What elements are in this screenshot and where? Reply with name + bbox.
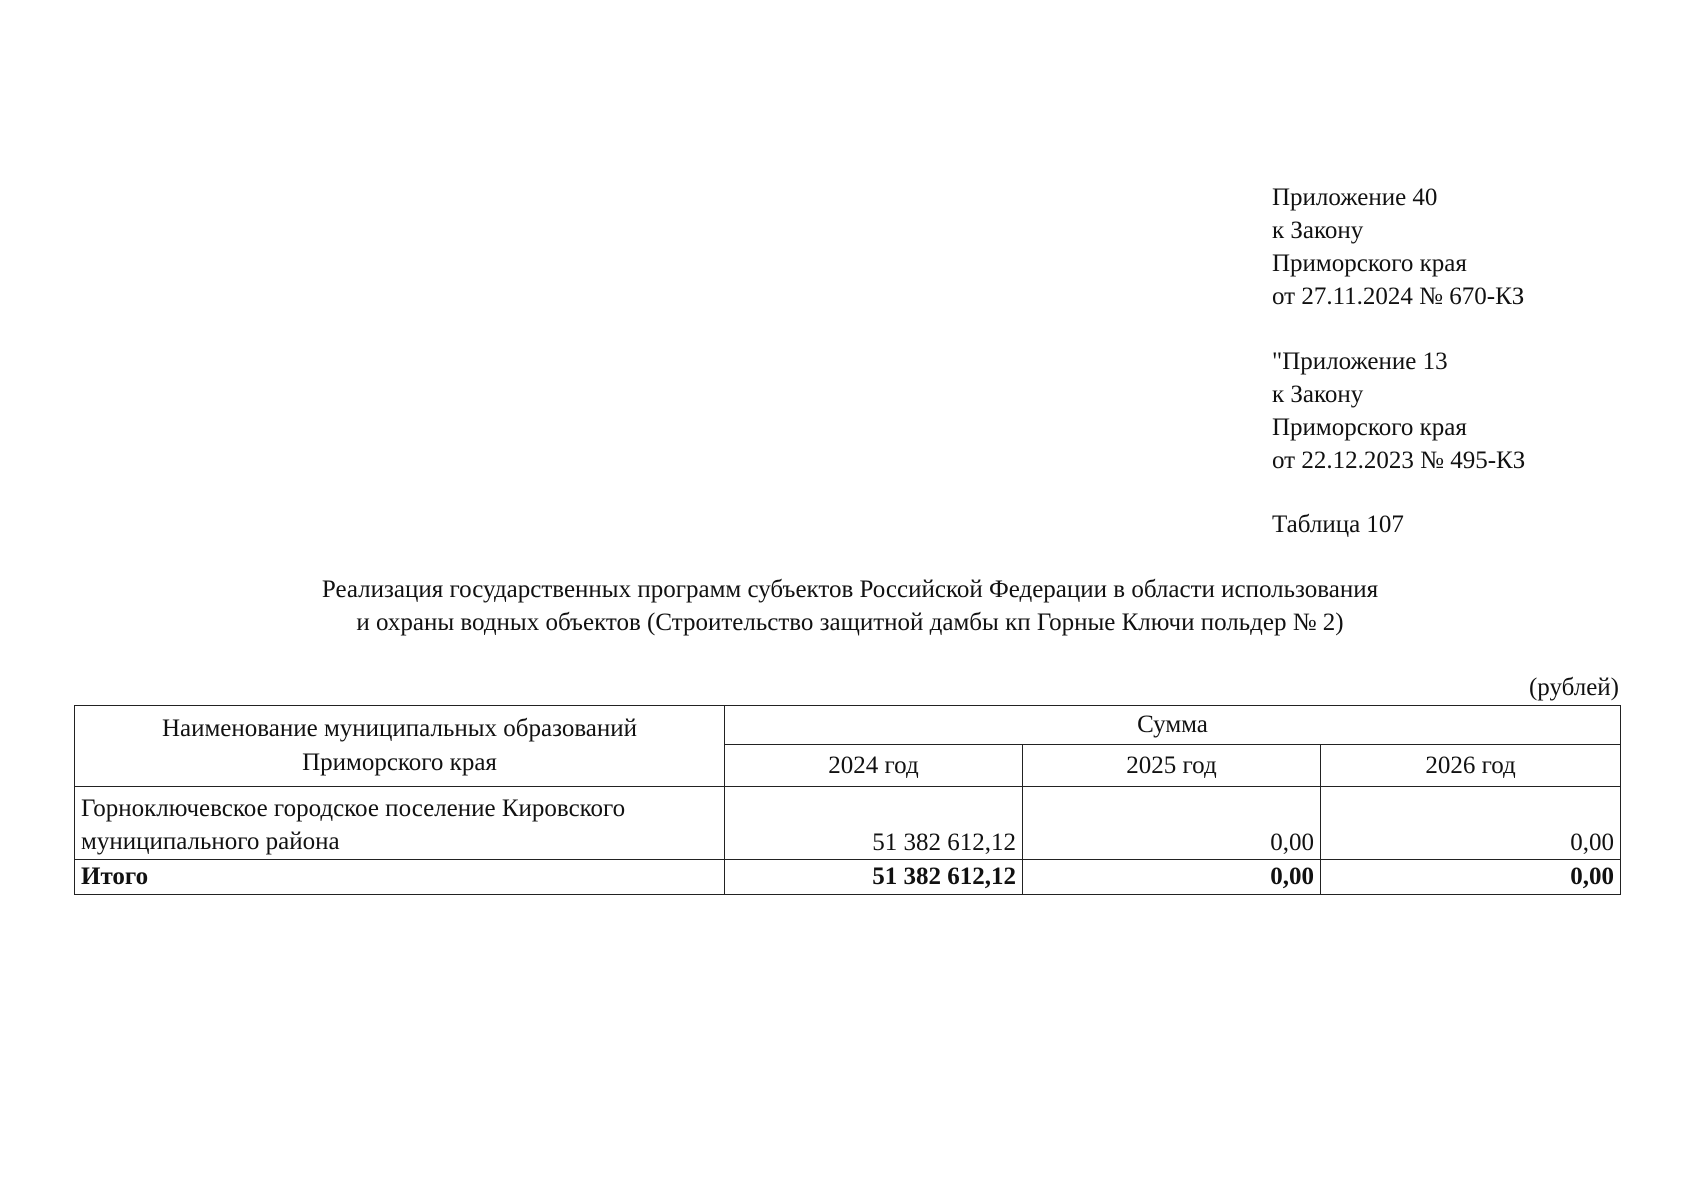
header-municipality bbox=[75, 706, 725, 787]
total-label: Итого bbox=[75, 860, 725, 895]
annex-law-label: к Закону bbox=[1272, 381, 1364, 408]
budget-table bbox=[74, 705, 1621, 895]
annex-law-date-number: от 22.12.2023 № 495-КЗ bbox=[1272, 447, 1526, 474]
document-title-line: и охраны водных объектов (Строительство защитной дамбы кп Горные Ключи польдер № 2) bbox=[356, 609, 1344, 636]
table-number: Таблица 107 bbox=[1272, 511, 1404, 538]
annex-region: Приморского края bbox=[1272, 414, 1467, 441]
header-sum: Сумма bbox=[725, 706, 1621, 745]
annex-region: Приморского края bbox=[1272, 250, 1467, 277]
amount-2025: 0,00 bbox=[1023, 787, 1321, 860]
header-municipality-line: Приморского края bbox=[302, 749, 497, 776]
annex-number: Приложение 40 bbox=[1272, 184, 1438, 211]
table-total-row bbox=[75, 860, 1621, 895]
annex-original-reference bbox=[1272, 345, 1525, 477]
document-title-line: Реализация государственных программ субъектов Российской Федерации в области использования bbox=[321, 576, 1379, 603]
document-title bbox=[150, 573, 1550, 639]
annex-current-reference bbox=[1272, 181, 1524, 313]
annex-law-date-number: от 27.11.2024 № 670-КЗ bbox=[1272, 283, 1525, 310]
annex-number: "Приложение 13 bbox=[1272, 348, 1448, 375]
header-year-2025: 2025 год bbox=[1023, 745, 1321, 787]
amount-2026: 0,00 bbox=[1321, 787, 1621, 860]
municipality-name-line: муниципального района bbox=[81, 828, 340, 855]
header-year-2024: 2024 год bbox=[725, 745, 1023, 787]
total-2024: 51 382 612,12 bbox=[725, 860, 1023, 895]
municipality-name-line: Горноключевское городское поселение Кировского bbox=[81, 795, 626, 822]
header-year-2026: 2026 год bbox=[1321, 745, 1621, 787]
unit-label: (рублей) bbox=[1528, 674, 1619, 701]
table-row bbox=[75, 787, 1621, 860]
annex-law-label: к Закону bbox=[1272, 217, 1364, 244]
header-municipality-line: Наименование муниципальных образований bbox=[161, 715, 638, 742]
municipality-name bbox=[75, 787, 725, 860]
amount-2024: 51 382 612,12 bbox=[725, 787, 1023, 860]
total-2025: 0,00 bbox=[1023, 860, 1321, 895]
total-2026: 0,00 bbox=[1321, 860, 1621, 895]
table-header-row bbox=[75, 706, 1621, 745]
